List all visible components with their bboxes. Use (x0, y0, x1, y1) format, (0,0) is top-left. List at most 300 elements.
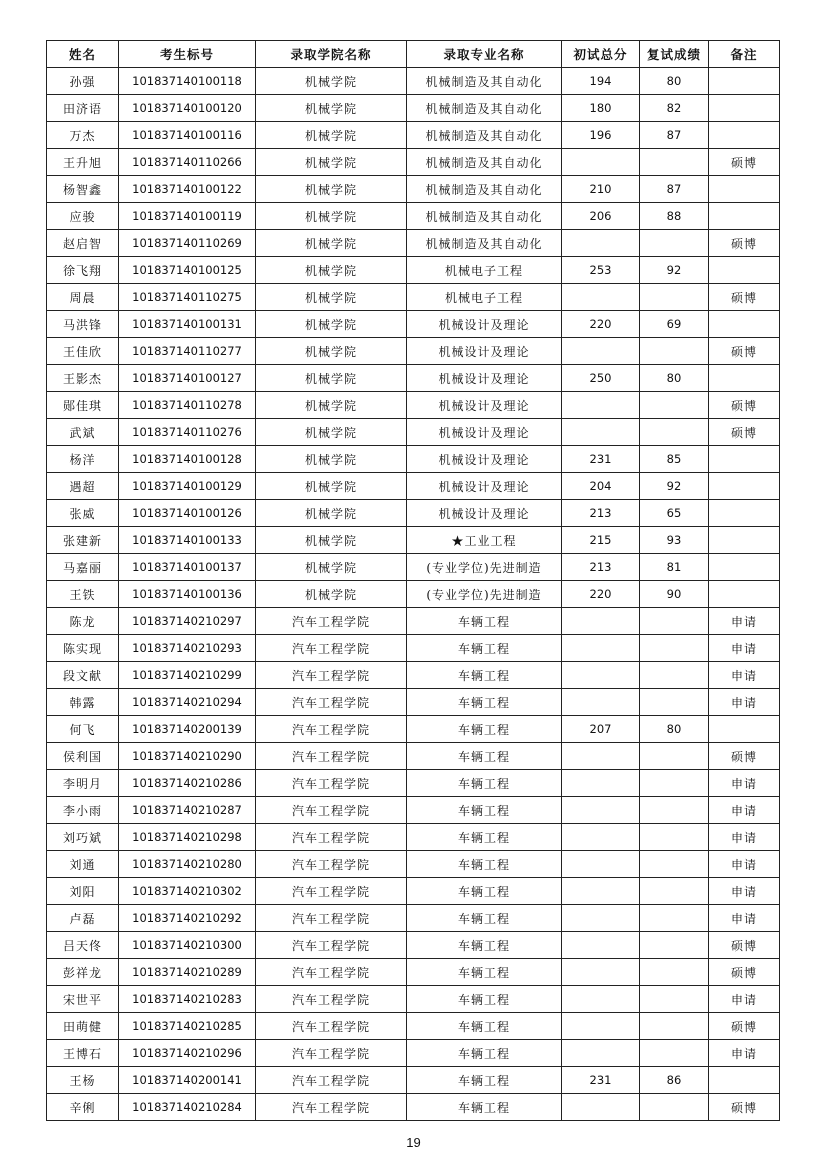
cell-remarks (709, 203, 780, 230)
cell-initial-score (562, 851, 640, 878)
cell-major: 车辆工程 (407, 1094, 562, 1121)
cell-remarks (709, 716, 780, 743)
page-number: 19 (406, 1135, 421, 1150)
cell-college: 汽车工程学院 (256, 1094, 407, 1121)
cell-name: 何飞 (47, 716, 119, 743)
cell-name: 陈龙 (47, 608, 119, 635)
cell-retest-score (640, 635, 709, 662)
cell-remarks (709, 473, 780, 500)
cell-candidate-id: 101837140210297 (119, 608, 256, 635)
cell-candidate-id: 101837140110277 (119, 338, 256, 365)
cell-major: 车辆工程 (407, 770, 562, 797)
cell-retest-score (640, 986, 709, 1013)
cell-candidate-id: 101837140210300 (119, 932, 256, 959)
table-row (47, 770, 780, 797)
cell-college: 汽车工程学院 (256, 770, 407, 797)
cell-initial-score (562, 149, 640, 176)
cell-remarks: 申请 (709, 635, 780, 662)
cell-candidate-id: 101837140210289 (119, 959, 256, 986)
cell-retest-score (640, 392, 709, 419)
cell-retest-score (640, 770, 709, 797)
header-college: 录取学院名称 (256, 41, 407, 68)
cell-candidate-id: 101837140210280 (119, 851, 256, 878)
cell-initial-score (562, 932, 640, 959)
cell-remarks: 硕博 (709, 284, 780, 311)
cell-remarks: 硕博 (709, 392, 780, 419)
cell-college: 机械学院 (256, 473, 407, 500)
table-row (47, 554, 780, 581)
cell-candidate-id: 101837140100119 (119, 203, 256, 230)
cell-college: 机械学院 (256, 311, 407, 338)
cell-initial-score (562, 986, 640, 1013)
header-initial-score: 初试总分 (562, 41, 640, 68)
cell-initial-score (562, 662, 640, 689)
cell-major: 车辆工程 (407, 662, 562, 689)
cell-remarks: 硕博 (709, 743, 780, 770)
cell-name: 王博石 (47, 1040, 119, 1067)
cell-major: 机械制造及其自动化 (407, 203, 562, 230)
table-row (47, 986, 780, 1013)
cell-retest-score (640, 743, 709, 770)
cell-initial-score: 180 (562, 95, 640, 122)
cell-candidate-id: 101837140100137 (119, 554, 256, 581)
admission-table-container (46, 40, 779, 1121)
header-candidate-id: 考生标号 (119, 41, 256, 68)
cell-candidate-id: 101837140100127 (119, 365, 256, 392)
cell-remarks: 硕博 (709, 419, 780, 446)
cell-initial-score: 194 (562, 68, 640, 95)
cell-remarks: 硕博 (709, 959, 780, 986)
table-row (47, 68, 780, 95)
cell-name: 田济语 (47, 95, 119, 122)
cell-candidate-id: 101837140200139 (119, 716, 256, 743)
cell-college: 汽车工程学院 (256, 986, 407, 1013)
cell-retest-score (640, 284, 709, 311)
table-row (47, 716, 780, 743)
cell-remarks: 申请 (709, 905, 780, 932)
cell-college: 汽车工程学院 (256, 797, 407, 824)
cell-initial-score (562, 689, 640, 716)
table-row (47, 1094, 780, 1121)
cell-college: 汽车工程学院 (256, 716, 407, 743)
cell-remarks: 申请 (709, 770, 780, 797)
cell-initial-score: 220 (562, 581, 640, 608)
cell-major: 车辆工程 (407, 1013, 562, 1040)
cell-college: 汽车工程学院 (256, 689, 407, 716)
cell-initial-score: 250 (562, 365, 640, 392)
cell-initial-score (562, 824, 640, 851)
cell-candidate-id: 101837140100125 (119, 257, 256, 284)
cell-major: 机械制造及其自动化 (407, 176, 562, 203)
cell-major: 机械设计及理论 (407, 392, 562, 419)
cell-retest-score (640, 797, 709, 824)
cell-major: 机械电子工程 (407, 284, 562, 311)
cell-college: 汽车工程学院 (256, 824, 407, 851)
cell-remarks: 申请 (709, 851, 780, 878)
cell-major: 机械设计及理论 (407, 473, 562, 500)
cell-major: (专业学位)先进制造 (407, 581, 562, 608)
cell-initial-score (562, 905, 640, 932)
cell-retest-score (640, 662, 709, 689)
cell-initial-score (562, 797, 640, 824)
cell-name: 侯利国 (47, 743, 119, 770)
cell-remarks (709, 122, 780, 149)
cell-name: 周晨 (47, 284, 119, 311)
cell-name: 郧佳琪 (47, 392, 119, 419)
cell-candidate-id: 101837140210296 (119, 1040, 256, 1067)
header-major: 录取专业名称 (407, 41, 562, 68)
cell-major: 机械设计及理论 (407, 311, 562, 338)
cell-initial-score: 210 (562, 176, 640, 203)
cell-name: 遇超 (47, 473, 119, 500)
cell-name: 段文献 (47, 662, 119, 689)
cell-name: 马洪锋 (47, 311, 119, 338)
table-row (47, 311, 780, 338)
cell-retest-score (640, 230, 709, 257)
cell-name: 吕天佟 (47, 932, 119, 959)
cell-remarks: 申请 (709, 662, 780, 689)
cell-college: 机械学院 (256, 446, 407, 473)
cell-remarks: 申请 (709, 986, 780, 1013)
cell-remarks: 申请 (709, 689, 780, 716)
cell-retest-score (640, 959, 709, 986)
cell-candidate-id: 101837140100136 (119, 581, 256, 608)
cell-candidate-id: 101837140110275 (119, 284, 256, 311)
header-row (47, 41, 780, 68)
cell-name: 卢磊 (47, 905, 119, 932)
cell-name: 韩露 (47, 689, 119, 716)
cell-major: 机械设计及理论 (407, 365, 562, 392)
cell-major: 车辆工程 (407, 716, 562, 743)
cell-remarks (709, 68, 780, 95)
cell-retest-score (640, 1094, 709, 1121)
cell-retest-score (640, 419, 709, 446)
cell-college: 机械学院 (256, 95, 407, 122)
cell-initial-score: 220 (562, 311, 640, 338)
cell-name: 应骏 (47, 203, 119, 230)
cell-college: 汽车工程学院 (256, 635, 407, 662)
cell-remarks (709, 500, 780, 527)
cell-candidate-id: 101837140100131 (119, 311, 256, 338)
cell-name: 赵启智 (47, 230, 119, 257)
cell-college: 汽车工程学院 (256, 932, 407, 959)
cell-major: 机械设计及理论 (407, 338, 562, 365)
cell-major: 车辆工程 (407, 743, 562, 770)
table-row (47, 635, 780, 662)
cell-name: 王升旭 (47, 149, 119, 176)
cell-initial-score: 253 (562, 257, 640, 284)
table-row (47, 392, 780, 419)
cell-initial-score: 231 (562, 446, 640, 473)
table-row (47, 527, 780, 554)
cell-retest-score: 80 (640, 716, 709, 743)
cell-retest-score (640, 1013, 709, 1040)
cell-retest-score (640, 824, 709, 851)
cell-name: 刘巧斌 (47, 824, 119, 851)
table-row (47, 203, 780, 230)
table-row (47, 932, 780, 959)
table-row (47, 257, 780, 284)
cell-retest-score: 92 (640, 473, 709, 500)
table-row (47, 1040, 780, 1067)
cell-major: 车辆工程 (407, 689, 562, 716)
cell-retest-score: 86 (640, 1067, 709, 1094)
cell-initial-score: 215 (562, 527, 640, 554)
cell-remarks (709, 311, 780, 338)
cell-major: 机械制造及其自动化 (407, 68, 562, 95)
cell-major: 车辆工程 (407, 608, 562, 635)
cell-college: 汽车工程学院 (256, 878, 407, 905)
cell-major: 机械设计及理论 (407, 446, 562, 473)
cell-major: 车辆工程 (407, 959, 562, 986)
cell-major: 机械制造及其自动化 (407, 122, 562, 149)
cell-retest-score: 87 (640, 122, 709, 149)
cell-major: 车辆工程 (407, 932, 562, 959)
cell-remarks: 硕博 (709, 230, 780, 257)
cell-candidate-id: 101837140100122 (119, 176, 256, 203)
table-row (47, 1013, 780, 1040)
cell-retest-score (640, 905, 709, 932)
cell-initial-score (562, 284, 640, 311)
header-remarks: 备注 (709, 41, 780, 68)
cell-candidate-id: 101837140210292 (119, 905, 256, 932)
cell-initial-score (562, 770, 640, 797)
cell-major: 机械制造及其自动化 (407, 149, 562, 176)
cell-initial-score: 196 (562, 122, 640, 149)
table-row (47, 743, 780, 770)
cell-candidate-id: 101837140100126 (119, 500, 256, 527)
cell-name: 刘通 (47, 851, 119, 878)
cell-name: 宋世平 (47, 986, 119, 1013)
cell-remarks: 申请 (709, 824, 780, 851)
table-row (47, 122, 780, 149)
cell-retest-score: 92 (640, 257, 709, 284)
cell-candidate-id: 101837140100129 (119, 473, 256, 500)
cell-remarks (709, 365, 780, 392)
cell-college: 机械学院 (256, 230, 407, 257)
table-row (47, 824, 780, 851)
cell-college: 机械学院 (256, 527, 407, 554)
cell-initial-score: 213 (562, 500, 640, 527)
cell-candidate-id: 101837140100128 (119, 446, 256, 473)
cell-name: 杨智鑫 (47, 176, 119, 203)
cell-name: 马嘉丽 (47, 554, 119, 581)
cell-retest-score: 82 (640, 95, 709, 122)
cell-college: 机械学院 (256, 122, 407, 149)
cell-college: 机械学院 (256, 284, 407, 311)
cell-retest-score (640, 149, 709, 176)
cell-name: 杨洋 (47, 446, 119, 473)
cell-candidate-id: 101837140210286 (119, 770, 256, 797)
cell-initial-score: 204 (562, 473, 640, 500)
cell-retest-score (640, 689, 709, 716)
cell-major: 机械制造及其自动化 (407, 95, 562, 122)
cell-college: 汽车工程学院 (256, 608, 407, 635)
cell-initial-score (562, 635, 640, 662)
cell-college: 汽车工程学院 (256, 905, 407, 932)
cell-name: 陈实现 (47, 635, 119, 662)
table-row (47, 851, 780, 878)
table-row (47, 95, 780, 122)
cell-initial-score (562, 959, 640, 986)
cell-college: 汽车工程学院 (256, 959, 407, 986)
cell-college: 机械学院 (256, 581, 407, 608)
table-row (47, 230, 780, 257)
cell-name: 李小雨 (47, 797, 119, 824)
cell-major: 车辆工程 (407, 905, 562, 932)
cell-retest-score: 87 (640, 176, 709, 203)
cell-major: 车辆工程 (407, 635, 562, 662)
table-row (47, 365, 780, 392)
cell-initial-score (562, 419, 640, 446)
cell-remarks: 申请 (709, 797, 780, 824)
cell-college: 机械学院 (256, 257, 407, 284)
cell-remarks: 硕博 (709, 1013, 780, 1040)
cell-retest-score: 80 (640, 365, 709, 392)
cell-major: 机械电子工程 (407, 257, 562, 284)
cell-major: 车辆工程 (407, 986, 562, 1013)
cell-candidate-id: 101837140200141 (119, 1067, 256, 1094)
cell-name: 武斌 (47, 419, 119, 446)
cell-college: 汽车工程学院 (256, 1013, 407, 1040)
table-row (47, 689, 780, 716)
cell-candidate-id: 101837140210294 (119, 689, 256, 716)
cell-college: 汽车工程学院 (256, 743, 407, 770)
cell-candidate-id: 101837140100120 (119, 95, 256, 122)
cell-name: 王铁 (47, 581, 119, 608)
cell-candidate-id: 101837140110266 (119, 149, 256, 176)
table-row (47, 905, 780, 932)
table-row (47, 338, 780, 365)
cell-retest-score: 69 (640, 311, 709, 338)
cell-initial-score (562, 1040, 640, 1067)
cell-initial-score (562, 230, 640, 257)
cell-candidate-id: 101837140210285 (119, 1013, 256, 1040)
cell-name: 孙强 (47, 68, 119, 95)
cell-college: 汽车工程学院 (256, 1067, 407, 1094)
cell-initial-score (562, 338, 640, 365)
cell-retest-score: 93 (640, 527, 709, 554)
cell-college: 机械学院 (256, 419, 407, 446)
cell-college: 机械学院 (256, 203, 407, 230)
cell-candidate-id: 101837140100133 (119, 527, 256, 554)
cell-name: 徐飞翔 (47, 257, 119, 284)
cell-major: 车辆工程 (407, 878, 562, 905)
cell-remarks (709, 554, 780, 581)
table-row (47, 446, 780, 473)
cell-retest-score: 80 (640, 68, 709, 95)
cell-major: 机械制造及其自动化 (407, 230, 562, 257)
cell-major: 车辆工程 (407, 824, 562, 851)
table-row (47, 878, 780, 905)
cell-retest-score: 90 (640, 581, 709, 608)
cell-initial-score: 231 (562, 1067, 640, 1094)
cell-retest-score: 65 (640, 500, 709, 527)
cell-major: 机械设计及理论 (407, 500, 562, 527)
cell-initial-score (562, 743, 640, 770)
table-row (47, 662, 780, 689)
cell-candidate-id: 101837140210284 (119, 1094, 256, 1121)
cell-remarks (709, 446, 780, 473)
cell-name: 张威 (47, 500, 119, 527)
table-row (47, 176, 780, 203)
cell-major: 机械设计及理论 (407, 419, 562, 446)
cell-college: 汽车工程学院 (256, 662, 407, 689)
table-body (47, 68, 780, 1121)
cell-initial-score (562, 1094, 640, 1121)
cell-candidate-id: 101837140110269 (119, 230, 256, 257)
cell-remarks (709, 257, 780, 284)
cell-candidate-id: 101837140210287 (119, 797, 256, 824)
cell-college: 机械学院 (256, 149, 407, 176)
header-retest-score: 复试成绩 (640, 41, 709, 68)
table-row (47, 473, 780, 500)
cell-name: 刘阳 (47, 878, 119, 905)
cell-major: 车辆工程 (407, 851, 562, 878)
cell-college: 机械学院 (256, 554, 407, 581)
cell-college: 机械学院 (256, 392, 407, 419)
cell-remarks (709, 176, 780, 203)
cell-college: 机械学院 (256, 68, 407, 95)
cell-name: 彭祥龙 (47, 959, 119, 986)
cell-name: 万杰 (47, 122, 119, 149)
table-row (47, 500, 780, 527)
cell-candidate-id: 101837140210290 (119, 743, 256, 770)
cell-initial-score (562, 1013, 640, 1040)
cell-retest-score: 81 (640, 554, 709, 581)
cell-college: 汽车工程学院 (256, 851, 407, 878)
cell-name: 田萌健 (47, 1013, 119, 1040)
header-name: 姓名 (47, 41, 119, 68)
table-row (47, 149, 780, 176)
cell-remarks: 申请 (709, 608, 780, 635)
cell-candidate-id: 101837140100116 (119, 122, 256, 149)
cell-remarks: 硕博 (709, 149, 780, 176)
cell-initial-score: 207 (562, 716, 640, 743)
cell-candidate-id: 101837140110276 (119, 419, 256, 446)
table-row (47, 284, 780, 311)
cell-initial-score (562, 392, 640, 419)
cell-remarks: 硕博 (709, 338, 780, 365)
cell-retest-score (640, 932, 709, 959)
cell-retest-score (640, 1040, 709, 1067)
cell-major: 车辆工程 (407, 797, 562, 824)
cell-candidate-id: 101837140210299 (119, 662, 256, 689)
cell-remarks: 硕博 (709, 932, 780, 959)
table-row (47, 608, 780, 635)
cell-college: 机械学院 (256, 338, 407, 365)
cell-retest-score (640, 878, 709, 905)
cell-retest-score: 85 (640, 446, 709, 473)
admission-table (46, 40, 780, 1121)
cell-major: 车辆工程 (407, 1067, 562, 1094)
cell-retest-score: 88 (640, 203, 709, 230)
cell-initial-score (562, 878, 640, 905)
cell-candidate-id: 101837140210283 (119, 986, 256, 1013)
cell-candidate-id: 101837140210293 (119, 635, 256, 662)
cell-initial-score: 213 (562, 554, 640, 581)
cell-remarks: 申请 (709, 1040, 780, 1067)
cell-remarks (709, 581, 780, 608)
cell-name: 王佳欣 (47, 338, 119, 365)
cell-retest-score (640, 338, 709, 365)
cell-remarks (709, 527, 780, 554)
cell-initial-score: 206 (562, 203, 640, 230)
table-row (47, 581, 780, 608)
cell-retest-score (640, 608, 709, 635)
table-row (47, 1067, 780, 1094)
cell-initial-score (562, 608, 640, 635)
